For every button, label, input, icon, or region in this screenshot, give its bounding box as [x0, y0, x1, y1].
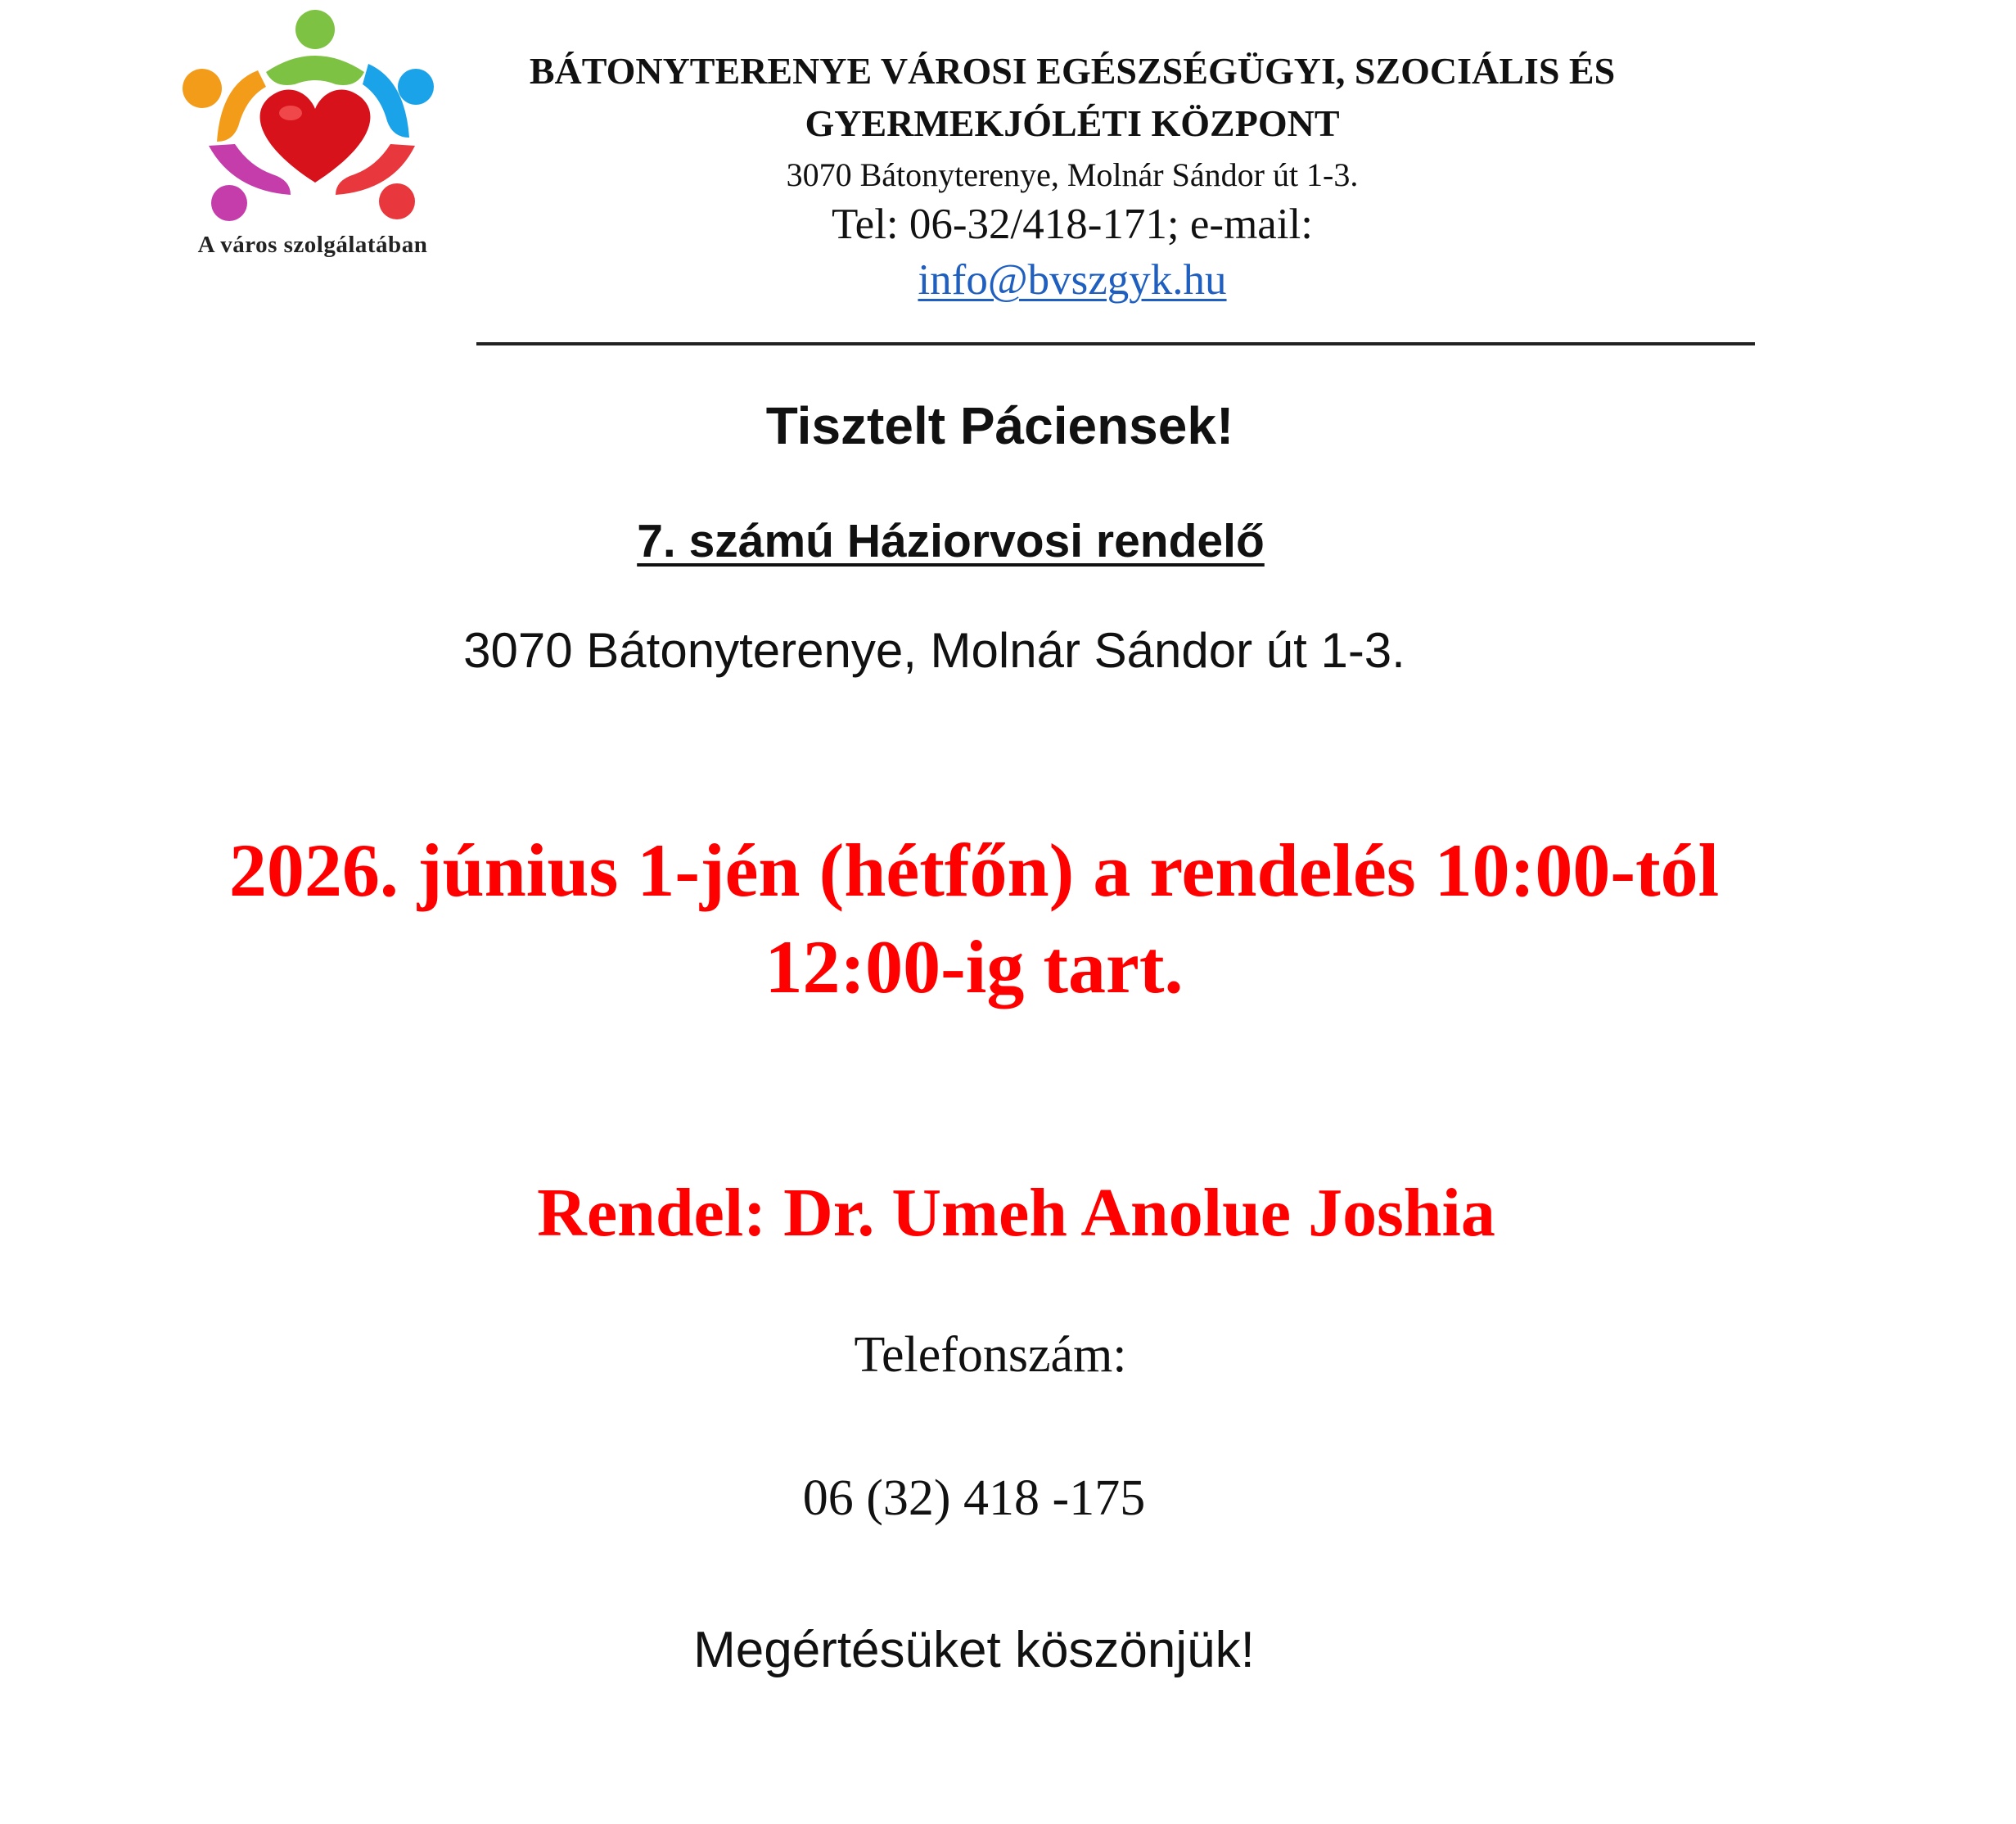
logo-tagline: A város szolgálatában [197, 232, 428, 258]
doctor-name: Rendel: Dr. Umeh Anolue Joshia [537, 1175, 1495, 1251]
phone-number: 06 (32) 418 -175 [802, 1470, 1146, 1526]
phone-label: Telefonszám: [854, 1327, 1127, 1383]
office-address: 3070 Bátonyterenye, Molnár Sándor út 1-3. [463, 623, 1405, 678]
thanks-message: Megértésüket köszönjük! [693, 1622, 1255, 1678]
organization-name-line1: BÁTONYTERENYE VÁROSI EGÉSZSÉGÜGYI, SZOCIÁLIS ÉS [529, 50, 1616, 92]
organization-address: 3070 Bátonyterenye, Molnár Sándor út 1-3. [786, 156, 1359, 193]
greeting: Tisztelt Páciensek! [765, 396, 1234, 455]
header-divider [476, 342, 1755, 345]
organization-logo [160, 7, 471, 270]
notice-line1: 2026. június 1-jén (hétfőn) a rendelés 10:00-tól [228, 828, 1720, 912]
organization-email-link[interactable]: info@bvszgyk.hu [918, 256, 1227, 304]
office-title-text: 7. számú Háziorvosi rendelő [637, 515, 1265, 567]
organization-phone: Tel: 06-32/418-171; e-mail: [832, 201, 1313, 248]
organization-name-line2: GYERMEKJÓLÉTI KÖZPONT [805, 102, 1340, 144]
office-title [0, 514, 1959, 568]
notice-line2: 12:00-ig tart. [764, 925, 1184, 1009]
people-circle-heart-icon [160, 7, 471, 228]
